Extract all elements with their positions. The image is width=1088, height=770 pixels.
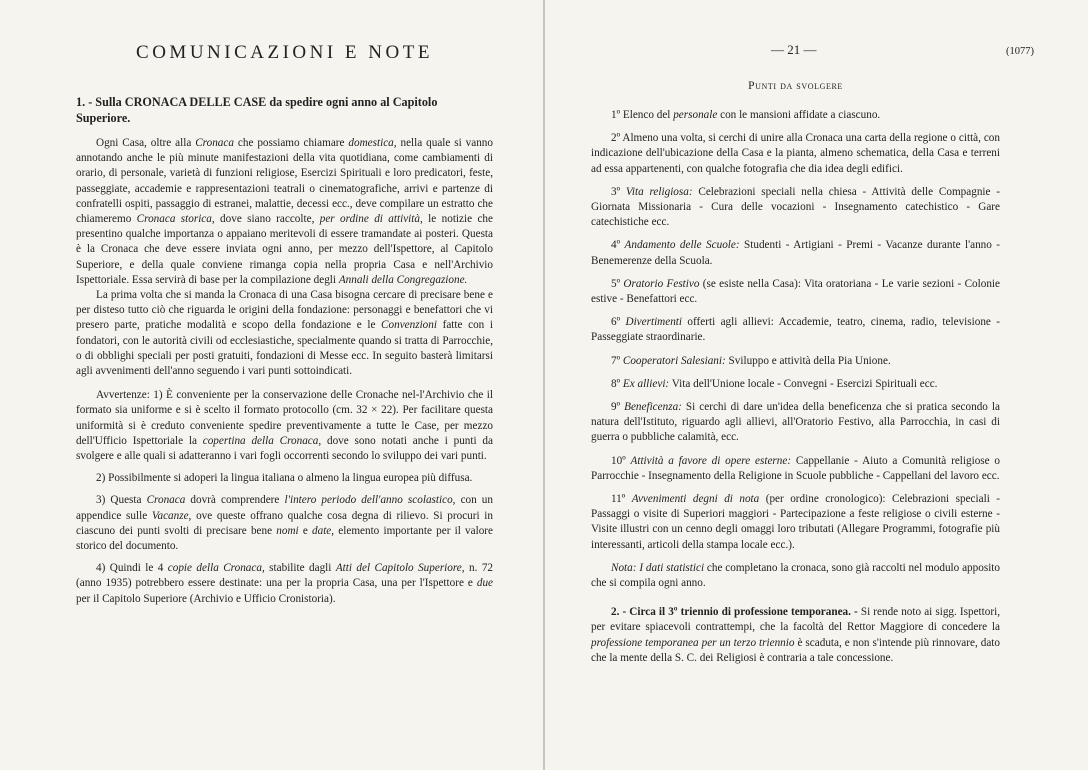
text-em: Atti del Capitolo Superiore, <box>335 562 465 575</box>
heading-1 <box>76 94 493 126</box>
text-em: l'intero periodo dell'anno scolastico, <box>284 494 456 507</box>
list-item <box>591 400 1000 446</box>
list-item <box>591 315 1000 345</box>
paragraph-5 <box>76 493 493 554</box>
text: Elenco del <box>622 109 674 121</box>
left-page <box>0 0 543 770</box>
text: dovrà comprendere <box>185 494 285 507</box>
section-title: COMUNICAZIONI E NOTE <box>136 42 433 63</box>
item-number: 4º <box>611 239 621 252</box>
list-item <box>591 277 1000 307</box>
text-em: Nota: I dati statistici <box>611 561 705 574</box>
item-number: 3º <box>611 185 621 198</box>
item-text: Almeno una volta, si cerchi di unire alla Cronaca una carta della regione o città, con indicazione dell'ubicazione della Casa e la pianta, almeno schematica, della Casa e terreni ad essa appartenenti, con qualche fotografia che dia idea degli edifici. <box>591 132 1000 175</box>
item-number: 1º <box>611 109 621 121</box>
list-item <box>591 131 1000 177</box>
heading-1-text: Sulla CRONACA DELLE CASE da spedire ogni anno al Capitolo Superiore. <box>76 95 438 125</box>
item-number: 2º <box>611 132 621 145</box>
page-reference: (1077) <box>1006 46 1034 57</box>
heading-1-number: 1. - <box>76 95 93 109</box>
item-text: Si cerchi di dare un'idea della beneficenza che si pratica secondo la natura dell'Istituto, riguardo agli allievi, all'Oratorio Festivo, alla Parrocchia, in casi di guerra o pubbliche calamità, ecc. <box>591 401 1000 444</box>
item-topic: Attività a favore di opere esterne: <box>630 454 792 467</box>
text: per il Capitolo Superiore (Archivio e Ufficio Cronistoria). <box>76 592 336 605</box>
item-topic: Cooperatori Salesiani: <box>622 354 726 367</box>
text-em: Vacanze, <box>151 509 192 522</box>
text-em: nomi <box>276 524 299 537</box>
item-text: (se esiste nella Casa): Vita oratoriana - Le varie sezioni - Colonie estive - Benefattori ecc. <box>591 277 1001 306</box>
item-number: 7º <box>611 354 621 367</box>
section-2 <box>591 605 1000 666</box>
list-item <box>591 492 1000 553</box>
item-number: 8º <box>611 377 621 390</box>
item-text: Celebrazioni speciali nella chiesa - Attività delle Compagnie - Giornata Missionaria - Cura delle vocazioni - Insegnamento catechistico - Gare catechistiche ecc. <box>591 185 1001 229</box>
text-em: Cronaca <box>146 494 186 507</box>
item-text: Studenti - Artigiani - Premi - Vacanze durante l'anno - Benemerenze della Scuola. <box>591 239 1001 267</box>
item-topic: Divertimenti <box>625 316 683 329</box>
text: dove siano raccolte, <box>214 213 320 226</box>
list-item <box>591 185 1000 231</box>
item-text: con le mansioni affidate a ciascuno. <box>717 109 881 121</box>
list-item <box>591 377 1000 392</box>
text-em: domestica, <box>348 137 397 149</box>
text: con un appendice sulle <box>76 494 493 522</box>
text-em: Annali della Congregazione. <box>338 273 468 286</box>
item-text: offerti agli allievi: Accademie, teatro, cinema, radio, televisione - Passeggiate straordinarie. <box>591 316 1001 344</box>
text-em: per ordine di attività, <box>319 213 423 226</box>
text-em: copie della Cronaca, <box>167 562 265 575</box>
text-em: Cronaca <box>195 137 234 149</box>
item-topic: Avvenimenti degni di nota <box>631 493 760 506</box>
item-number: 9º <box>611 401 621 414</box>
nota-paragraph <box>591 561 1000 591</box>
text: che completano la cronaca, sono già raccolti nel modulo apposito che si compila ogni anno. <box>591 561 1001 590</box>
text-em: Cronaca storica, <box>136 213 215 226</box>
text: Avvertenze: 1) È conveniente per la conservazione delle Cronache nel-l'Archivio che il formato sia uniforme e si è scelto il formato protocollo (cm. 32 × 22). Per facilitare questa uniformità si è creduto conveniente spedire preventivamente a tutte le Case, per mezzo dell'Ufficio Ispettoriale la <box>76 389 493 447</box>
text-em: Convenzioni <box>381 319 437 332</box>
list-item <box>591 354 1000 369</box>
item-topic: Andamento delle Scuole: <box>624 239 740 252</box>
text: le notizie che presentino qualche importanza o appaiano meritevoli di essere tramandate ai posteri. Questa è la Cronaca che deve essere inviata ogni anno, per mezzo dell'Ispettore, al Capitolo Superiore, e della quale conviene rimanga copia nella propria Casa e nell'Archivio Ispettoriale. Essa servirà di base per la compilazione degli <box>76 213 493 286</box>
text-em: professione temporanea per un terzo triennio <box>591 636 795 649</box>
text-em: personale <box>673 109 718 121</box>
subheading: Punti da svolgere <box>748 80 843 92</box>
text: 4) Quindi le 4 <box>96 562 168 575</box>
text: nella quale si vanno annotando anche le più minute manifestazioni della vita quotidiana, come cambiamenti di orario, di personale, varietà di funzioni religiose, Esercizi Spirituali e loro predicatori, feste, passeggiate, accademie e rappresentazioni teatrali o cinematografiche, arrivi e partenze di confratelli ospiti, passaggio di estranei, malattie, decessi ecc., deve compilare un estratto che chiameremo <box>76 137 493 226</box>
text: La prima volta che si manda la Cronaca di una Casa bisogna cercare di precisare bene e per disteso tutto ciò che riguarda le origini della fondazione: personaggi e benefattori che vi presero parte, pratiche modalità e scopo della fondazione e le <box>76 289 493 332</box>
text: Ogni Casa, oltre alla <box>96 137 196 149</box>
item-topic: Oratorio Festivo <box>623 277 700 290</box>
item-topic: Vita religiosa: <box>625 185 693 198</box>
paragraph-2 <box>76 288 493 379</box>
paragraph-3 <box>76 388 493 464</box>
item-topic: Ex allievi: <box>622 377 670 390</box>
item-number: 10º <box>611 454 626 467</box>
points-list <box>591 108 1000 553</box>
list-item <box>591 454 1000 484</box>
page-header <box>591 42 1034 58</box>
item-number: 5º <box>611 277 621 290</box>
text: stabilite dagli <box>264 562 336 575</box>
text: e <box>298 524 313 537</box>
item-text: Vita dell'Unione locale - Convegni - Esercizi Spirituali ecc. <box>669 377 938 390</box>
text: elemento importante per il valore storico del documento. <box>76 524 493 553</box>
text: che possiamo chiamare <box>233 137 349 149</box>
paragraph-6 <box>76 561 493 607</box>
item-number: 11º <box>611 493 626 506</box>
item-topic: Beneficenza: <box>624 401 682 414</box>
list-item <box>591 238 1000 268</box>
text: Si rende noto ai sigg. Ispettori, per evitare spiacevoli contrattempi, che la facoltà del Rettor Maggiore di concedere la <box>591 606 1000 634</box>
item-text: Sviluppo e attività della Pia Unione. <box>725 354 891 367</box>
right-page <box>545 0 1088 770</box>
text-em: due <box>476 577 493 590</box>
list-item <box>591 108 1000 123</box>
page-number: — 21 — <box>771 42 817 57</box>
text: 3) Questa <box>96 494 147 507</box>
text: fatte con i fondatori, con le autorità civili od ecclesiastiche, specialmente quando si tratta di Parrocchie, o di obblighi speciali per posti gratuiti, fondazioni di Messe ecc. In seguito basterà limitarsi agli avvenimenti dell'anno seguendo i vari punti sottoindicati. <box>76 319 493 378</box>
item-text: Cappellanie - Aiuto a Comunità religiose o Parrocchie - Insegnamento della Religione in Scuole pubbliche - Cappellani del lavoro ecc. <box>591 454 1001 482</box>
text: dove sono notati anche i punti da svolgere e alle quali si adatteranno i vari fogli occorrenti secondo lo sviluppo dei vari punti. <box>76 434 493 463</box>
text-em: date, <box>312 524 335 537</box>
item-text: (per ordine cronologico): Celebrazioni speciali - Passaggi o visite di Superiori maggiori - Partecipazione a feste religiose o civili esterne - Visite illustri con un cenno degli omaggi loro tributati (Allegare Programmi, fotografie più interessanti, articoli della stampa locale ecc.). <box>591 493 1000 551</box>
section-2-heading: 2. - Circa il 3º triennio di professione temporanea. - <box>611 606 858 619</box>
paragraph-4: 2) Possibilmente si adoperi la lingua italiana o almeno la lingua europea più diffusa. <box>96 472 473 485</box>
paragraph-1 <box>76 136 493 288</box>
text-em: copertina della Cronaca, <box>202 434 322 447</box>
item-number: 6º <box>611 316 621 329</box>
text: è scaduta, e non s'intende più rinnovare, dato che la mente della S. C. dei Religiosi è contraria a tale concessione. <box>591 636 1000 664</box>
text: ove queste offrano qualche cosa degna di rilievo. Si procuri in ciascuno dei punti svolti di precisare bene <box>76 509 493 537</box>
text: n. 72 (anno 1935) potrebbero essere destinate: una per la propria Casa, una per l'Ispettore e <box>76 562 493 590</box>
